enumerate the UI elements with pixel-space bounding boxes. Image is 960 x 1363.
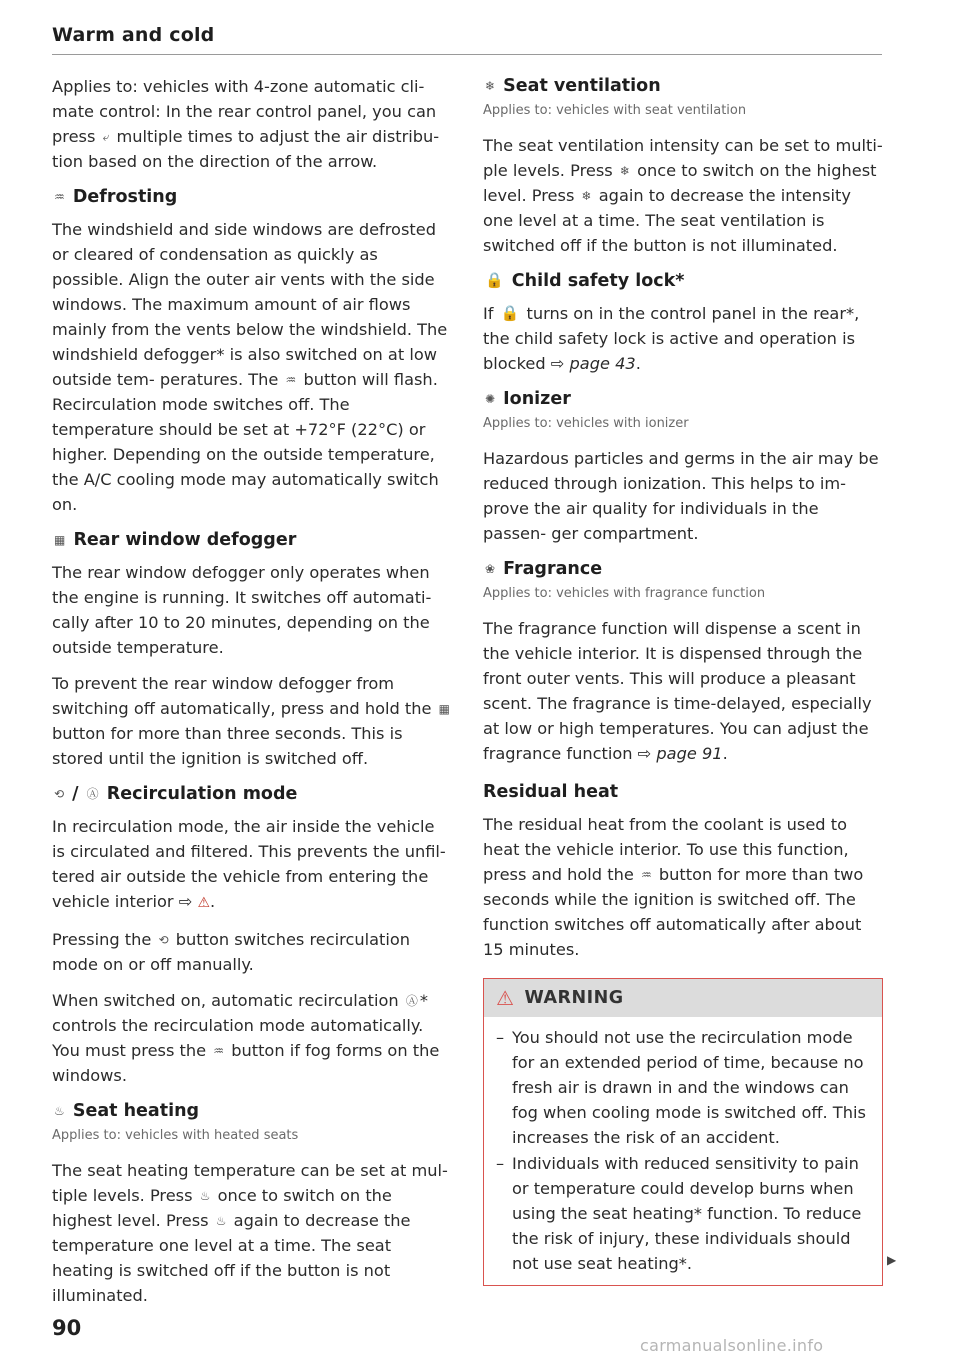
watermark: carmanualsonline.info: [640, 1336, 824, 1355]
child-lock-paragraph: If 🔒 turns on in the control panel in the rear*, the child safety lock is active and operation is blocked ⇨ page 43.: [483, 304, 860, 373]
arrow-ref-icon: ⇨: [637, 744, 652, 763]
recirculation-paragraph-3: When switched on, automatic recirculation Ⓐ * controls the recirculation mode automatically. You must press the ♒ button if fog forms on the windows.: [52, 991, 440, 1085]
defrost-max-icon: ♒: [54, 190, 65, 204]
warning-item: – Individuals with reduced sensitivity to pain or temperature could develop burns when using the seat heating* function. To reduce the risk of injury, these individuals should not use seat heating*.: [496, 1151, 870, 1276]
warning-header: [484, 979, 882, 1017]
arrow-ref-icon: ⇨: [550, 354, 565, 373]
intro-paragraph: Applies to: vehicles with 4-zone automatic cli- mate control: In the rear control panel, you can press ⤶ multiple times to adjust the air distribu- tion based on the direction of the arrow.: [52, 77, 440, 171]
defrosting-paragraph: The windshield and side windows are defrosted or cleared of condensation as quickly as possible. Align the outer air vents with the side windows. The maximum amount of air flows mainly from the vents below the windshield. The windshield defogger* is also switched on at low outside tem- peratures. The ♒ button will flash. Recirculation mode switches off. The temperature should be set at +72°F (22°C) or higher. Depending on the outside temperature, the A/C cooling mode may automatically switch on.: [52, 220, 448, 514]
ionizer-applies: Applies to: vehicles with ionizer: [483, 416, 689, 431]
warning-box: [483, 978, 883, 1286]
seat-heating-icon: ♨: [199, 1189, 211, 1203]
residual-heat-heading: Residual heat: [483, 782, 619, 802]
page-number: 90: [52, 1316, 82, 1340]
auto-recirculation-icon: Ⓐ: [405, 994, 418, 1008]
rear-defrost-icon: ▦: [438, 702, 450, 716]
ionizer-heading: ✺ Ionizer: [485, 389, 571, 409]
seat-heating-icon: ♨: [54, 1104, 65, 1118]
residual-heat-paragraph: The residual heat from the coolant is used to heat the vehicle interior. To use this function, press and hold the ♒ button for more than two seconds while the ignition is switched off. The function switches off automatically after about 15 minutes.: [483, 815, 864, 959]
seat-ventilation-applies: Applies to: vehicles with seat ventilation: [483, 103, 747, 118]
defrost-max-icon: ♒: [640, 868, 652, 882]
recirculation-paragraph-1: In recirculation mode, the air inside the vehicle is circulated and filtered. This prevents the unfil- tered air outside the vehicle from entering the vehicle interior ⇨ ⚠.: [52, 817, 446, 911]
warning-item: – You should not use the recirculation mode for an extended period of time, because no fresh air is drawn in and the windows can fog when cooling mode is switched off. This increases the risk of an accident.: [496, 1025, 870, 1150]
page-ref-link[interactable]: page 91: [656, 744, 723, 763]
ionizer-paragraph: Hazardous particles and germs in the air may be reduced through ionization. This helps to im- prove the air quality for individuals in the passen- ger compartment.: [483, 449, 879, 543]
seat-heating-paragraph: The seat heating temperature can be set at mul- tiple levels. Press ♨ once to switch on the highest level. Press ♨ again to decrease the temperature one level at a time. The seat heating is switched off if the button is not illuminated.: [52, 1161, 448, 1305]
right-column: [483, 74, 883, 1286]
rear-defogger-heading: ▦ Rear window defogger: [54, 530, 297, 550]
fragrance-heading: ❀ Fragrance: [485, 559, 603, 579]
air-distribution-icon: ⤶: [102, 130, 110, 144]
recirculation-icon: ⟲: [54, 787, 65, 801]
warning-triangle-icon[interactable]: ⚠: [197, 895, 211, 911]
auto-recirculation-icon: Ⓐ: [86, 787, 99, 801]
rear-defrost-icon: ▦: [54, 533, 66, 547]
warning-list: [484, 1017, 882, 1285]
rear-defogger-paragraph-2: To prevent the rear window defogger from switching off automatically, press and hold the ▦ button for more than three seconds. This is stored until the ignition is switched off.: [52, 674, 450, 768]
arrow-ref-icon: ⇨: [178, 892, 193, 911]
page-ref-link[interactable]: page 43: [569, 354, 636, 373]
fragrance-icon: ❀: [485, 562, 496, 576]
warning-triangle-icon: ⚠: [496, 986, 515, 1010]
defrost-max-icon: ♒: [285, 373, 297, 387]
fragrance-paragraph: The fragrance function will dispense a scent in the vehicle interior. It is dispensed through the front outer vents. This will produce a pleasant scent. The fragrance is time-delayed, especially at low or high temperatures. You can adjust the fragrance function ⇨ page 91.: [483, 619, 872, 763]
page-header: [52, 24, 882, 55]
rear-defogger-paragraph-1: The rear window defogger only operates when the engine is running. It switches off automati- cally after 10 to 20 minutes, depending on the outside temperature.: [52, 563, 432, 657]
chapter-title: Warm and cold: [52, 24, 215, 46]
seat-heating-icon: ♨: [215, 1214, 227, 1228]
continue-arrow-icon: ▶: [887, 1253, 897, 1267]
seat-ventilation-icon: ❄: [485, 79, 496, 93]
seat-ventilation-icon: ❄: [581, 189, 592, 203]
defrosting-heading: ♒ Defrosting: [54, 187, 178, 207]
recirculation-heading: ⟲ / Ⓐ Recirculation mode: [54, 784, 298, 804]
fragrance-applies: Applies to: vehicles with fragrance function: [483, 586, 766, 601]
seat-heating-applies: Applies to: vehicles with heated seats: [52, 1128, 299, 1143]
left-column: [52, 74, 452, 1319]
seat-heating-heading: ♨ Seat heating: [54, 1101, 200, 1121]
lock-icon: 🔒: [485, 271, 504, 289]
recirculation-paragraph-2: Pressing the ⟲ button switches recirculation mode on or off manually.: [52, 930, 411, 974]
seat-ventilation-heading: ❄ Seat ventilation: [485, 76, 661, 96]
defrost-max-icon: ♒: [213, 1044, 225, 1058]
seat-ventilation-paragraph: The seat ventilation intensity can be set to multi- ple levels. Press ❄ once to switch on the highest level. Press ❄ again to decrease the intensity one level at a time. The seat ventilation is switched off if the button is not illuminated.: [483, 136, 883, 255]
seat-ventilation-icon: ❄: [619, 164, 630, 178]
child-lock-heading: 🔒 Child safety lock*: [485, 271, 685, 291]
recirculation-icon: ⟲: [158, 933, 169, 947]
warning-title: WARNING: [524, 988, 624, 1008]
ionizer-icon: ✺: [485, 392, 496, 406]
lock-icon: 🔒: [500, 304, 520, 322]
